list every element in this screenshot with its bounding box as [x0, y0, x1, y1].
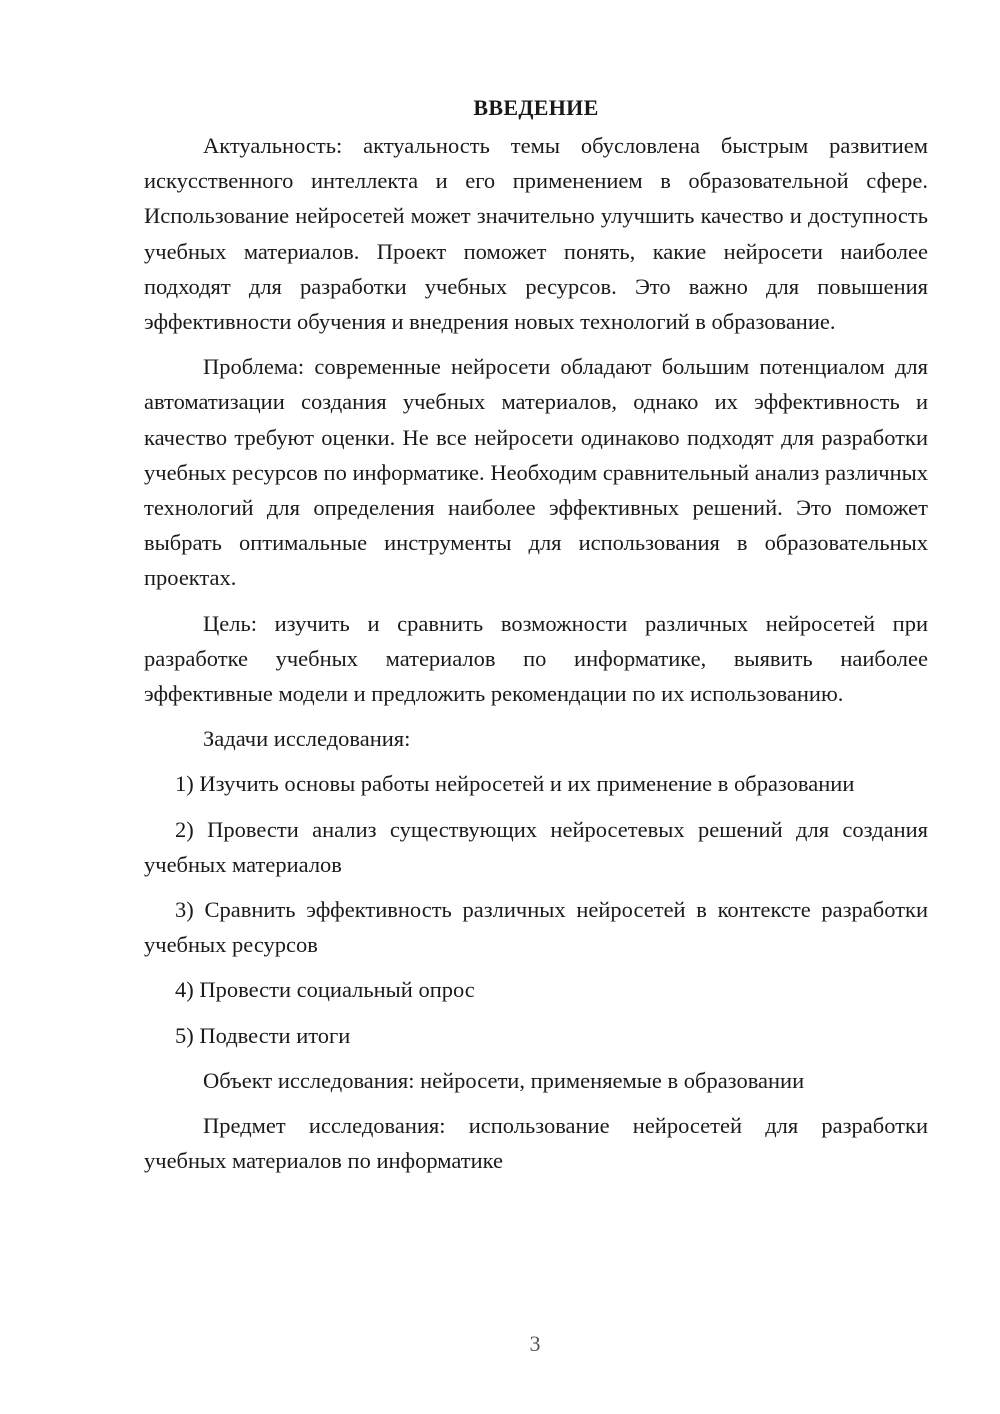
task-item-1: 1) Изучить основы работы нейросетей и их применение в образовании: [175, 771, 855, 797]
research-subject-paragraph: Предмет исследования: использование нейросетей для разработки учебных материалов по информатике: [144, 1113, 928, 1174]
task-item-2: 2) Провести анализ существующих нейросетевых решений для создания учебных материалов: [144, 816, 928, 877]
research-object-paragraph: Объект исследования: нейросети, применяемые в образовании: [203, 1067, 805, 1093]
section-title: ВВЕДЕНИЕ: [473, 95, 599, 120]
relevance-paragraph: Актуальность: актуальность темы обусловлена быстрым развитием искусственного интеллекта и его применением в образовательной сфере. Использование нейросетей может значительно улучшить качество и доступность учебных материалов. Проект поможет понять, какие нейросети наиболее подходят для разработки учебных ресурсов. Это важно для повышения эффективности обучения и внедрения новых технологий в образование.: [144, 133, 928, 335]
tasks-heading: Задачи исследования:: [203, 726, 411, 752]
problem-paragraph: Проблема: современные нейросети обладают большим потенциалом для автоматизации создания учебных материалов, однако их эффективность и качество требуют оценки. Не все нейросети одинаково подходят для разработки учебных ресурсов по информатике. Необходим сравнительный анализ различных технологий для определения наиболее эффективных решений. Это поможет выбрать оптимальные инструменты для использования в образовательных проектах.: [144, 354, 928, 591]
task-item-3: 3) Сравнить эффективность различных нейросетей в контексте разработки учебных ресурсов: [144, 897, 928, 958]
task-item-5: 5) Подвести итоги: [175, 1022, 351, 1048]
page-number: 3: [529, 1331, 541, 1356]
document-body: [144, 92, 928, 1188]
task-item-4: 4) Провести социальный опрос: [175, 977, 475, 1003]
goal-paragraph: Цель: изучить и сравнить возможности различных нейросетей при разработке учебных материалов по информатике, выявить наиболее эффективные модели и предложить рекомендации по их использованию.: [144, 610, 928, 707]
